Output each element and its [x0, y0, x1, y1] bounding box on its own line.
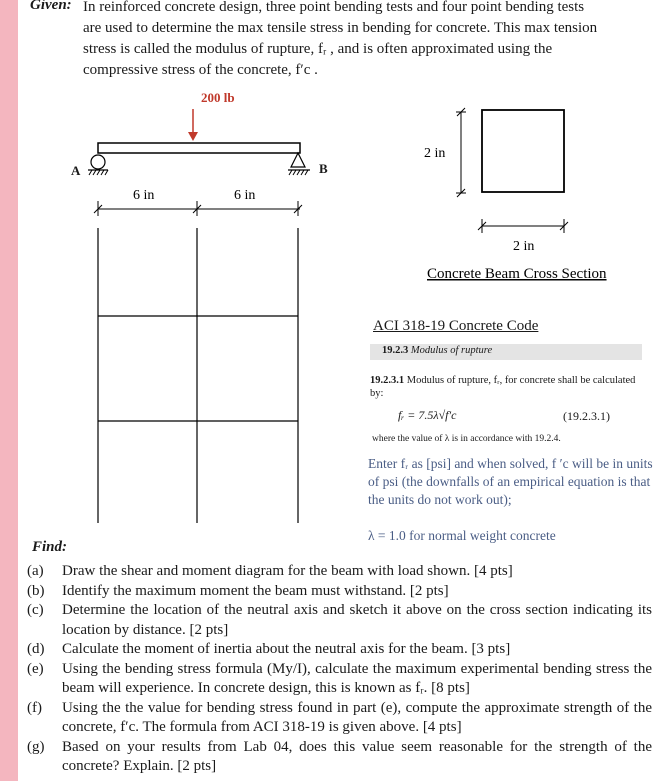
units-note: Enter fᵣ as [psi] and when solved, f ′c will be in units of psi (the downfalls of an empirical equation is that the units do not work out);	[368, 456, 653, 507]
find-item-label: (b)	[27, 582, 45, 599]
span-left-label: 6 in	[133, 188, 155, 203]
find-item-text: Determine the location of the neutral axis and sketch it above on the cross section indicating its location by distance. [2 pts]	[62, 602, 652, 638]
aci-section-number: 19.2.3	[382, 345, 409, 356]
find-item-label: (a)	[27, 563, 44, 579]
find-item-text: Using the the value for bending stress found in part (e), compute the approximate strength of the concrete, f′c. The formula from ACI 318-19 is given above. [4 pts]	[62, 699, 652, 735]
aci-paragraph-number: 19.2.3.1	[370, 375, 405, 386]
given-line-2: are used to determine the max tensile stress in bending for concrete. This max tension	[83, 20, 598, 36]
aci-equation-number: (19.2.3.1)	[563, 409, 610, 423]
aci-paragraph	[370, 374, 642, 400]
cross-section-width-label: 2 in	[513, 239, 535, 254]
span-right-label: 6 in	[234, 188, 256, 203]
find-list	[0, 562, 657, 777]
find-item-label: (d)	[27, 641, 45, 657]
load-label: 200 lb	[201, 90, 235, 105]
find-item-text: Based on your results from Lab 04, does this value seem reasonable for the strength of the concrete? Explain. [2 pts]	[62, 738, 652, 774]
find-item-label: (g)	[27, 738, 45, 755]
aci-title: ACI 318-19 Concrete Code	[373, 318, 539, 334]
find-item-g	[0, 738, 657, 777]
cross-section-height-label: 2 in	[424, 146, 446, 161]
cross-section-height-dimension	[456, 108, 466, 197]
find-label: Find:	[32, 539, 68, 555]
support-a-pin	[88, 155, 108, 175]
cross-section-square	[482, 110, 564, 192]
support-b-label: B	[319, 161, 328, 176]
support-a-label: A	[71, 163, 81, 178]
find-item-c	[0, 601, 657, 640]
find-item-e	[0, 660, 657, 699]
cross-section-width-dimension	[478, 219, 568, 233]
aci-section-title: Modulus of rupture	[410, 345, 493, 356]
find-item-text: Identify the maximum moment the beam must withstand. [2 pts]	[62, 582, 449, 599]
cross-section-caption: Concrete Beam Cross Section	[427, 266, 607, 282]
find-item-a	[0, 562, 657, 582]
find-item-label: (c)	[27, 602, 44, 618]
aci-where-text: where the value of λ is in accordance with 19.2.4.	[372, 434, 561, 444]
find-item-b	[0, 582, 657, 602]
given-label: Given:	[30, 0, 72, 13]
aci-section-heading	[382, 345, 492, 356]
support-b-roller	[288, 153, 310, 175]
find-item-text: Using the bending stress formula (My/I), calculate the maximum experimental bending stress the beam will experience. In concrete design, this is known as fᵣ. [8 pts]	[62, 660, 652, 696]
beam	[98, 143, 300, 153]
find-item-label: (e)	[27, 660, 44, 677]
aci-paragraph-text: Modulus of rupture, fᵣ, for concrete shall be calculated by:	[370, 375, 636, 399]
find-item-d	[0, 640, 657, 660]
find-item-f	[0, 699, 657, 738]
given-line-3: stress is called the modulus of rupture, fᵣ , and is often approximated using the	[83, 41, 553, 57]
find-item-label: (f)	[27, 699, 42, 716]
aci-formula: fᵣ = 7.5λ√f′c	[398, 408, 457, 422]
load-arrow-head	[188, 132, 198, 141]
given-line-4: compressive stress of the concrete, f′c .	[83, 62, 318, 78]
diagram-grid	[98, 228, 298, 523]
span-dimension	[94, 201, 302, 216]
given-line-1: In reinforced concrete design, three point bending tests and four point bending tests	[83, 0, 585, 15]
find-item-text: Draw the shear and moment diagram for the beam with load shown. [4 pts]	[62, 563, 513, 579]
lambda-note: λ = 1.0 for normal weight concrete	[368, 528, 556, 543]
find-item-text: Calculate the moment of inertia about the neutral axis for the beam. [3 pts]	[62, 641, 511, 657]
